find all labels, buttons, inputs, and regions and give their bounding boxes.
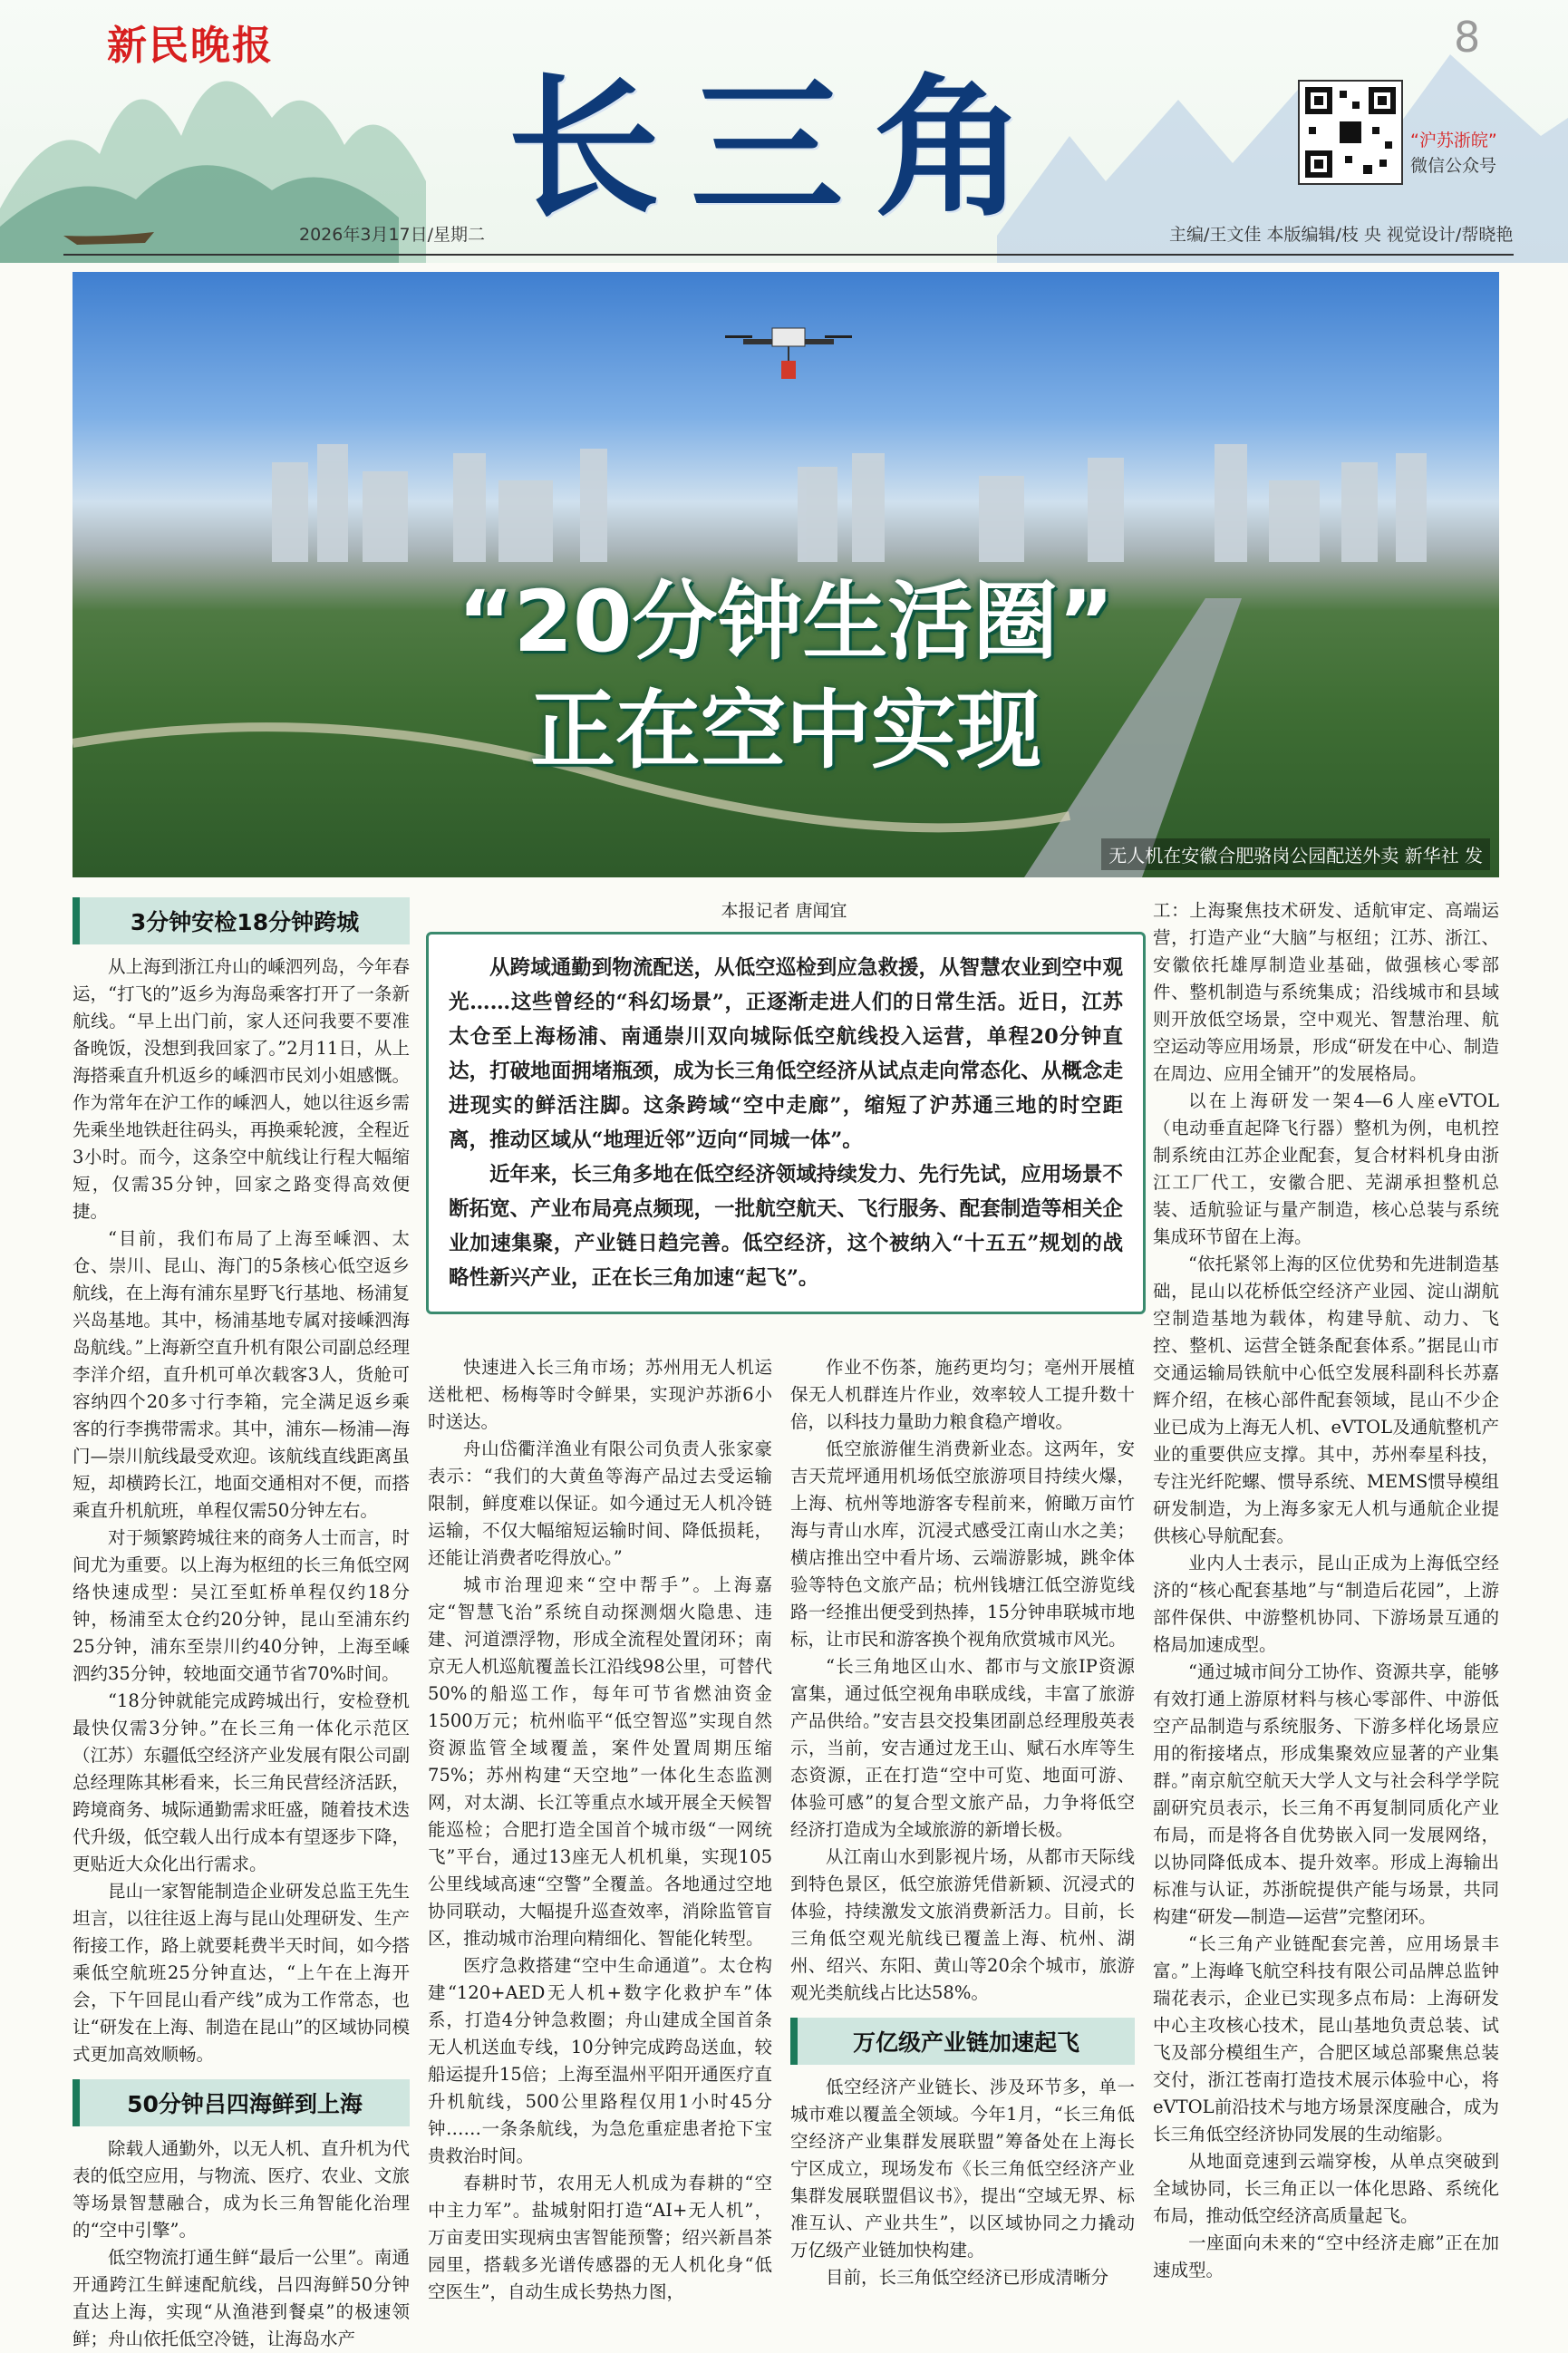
paragraph: 对于频繁跨城往来的商务人士而言，时间尤为重要。以上海为枢纽的长三角低空网络快速成型：吴江至虹桥单程仅约18分钟，杨浦至太仓约20分钟，昆山至浦东约25分钟，浦东至崇川约40分钟，上海至嵊泗约35分钟，较地面交通节省70%时间。 — [73, 1527, 410, 1684]
subheading-2: 50分钟吕四海鲜到上海 — [73, 2079, 410, 2126]
masthead — [0, 0, 1568, 263]
issue-date: 2026年3月17日/星期二 — [299, 225, 486, 245]
paragraph: “18分钟就能完成跨城出行，安检登机最快仅需3分钟。”在长三角一体化示范区（江苏）东疆低空经济产业发展有限公司副总经理陈其彬看来，长三角民营经济活跃，跨境商务、城际通勤需求旺盛，随着技术迭代升级，低空载人出行成本有望逐步下降，更贴近大众化出行需求。 — [73, 1690, 410, 1874]
paragraph: 低空经济产业链长、涉及环节多，单一城市难以覆盖全领域。今年1月，“长三角低空经济产业集群发展联盟”筹备处在上海长宁区成立，现场发布《长三角低空经济产业集群发展联盟倡议书》，提出“空域无界、标准互认、产业共生”，以区域协同之力撬动万亿级产业链加快构建。 — [790, 2077, 1135, 2261]
photo-caption: 无人机在安徽合肥骆岗公园配送外卖 新华社 发 — [1101, 838, 1490, 870]
paragraph: 一座面向未来的“空中经济走廊”正在加速成型。 — [1153, 2232, 1499, 2280]
qr-code-pattern — [1300, 82, 1401, 183]
qr-code-icon — [1298, 80, 1403, 185]
paragraph: 工：上海聚焦技术研发、适航审定、高端运营，打造产业“大脑”与枢纽；江苏、浙江、安徽依托雄厚制造业基础，做强核心零部件、整机制造与系统集成；沿线城市和县域则开放低空场景，空中观光、智慧治理、航空运动等应用场景，形成“研发在中心、制造在周边、应用全铺开”的发展格局。 — [1153, 900, 1499, 1084]
article-column-2 — [428, 1354, 772, 2306]
paragraph: “目前，我们布局了上海至嵊泗、太仓、崇川、昆山、海门的5条核心低空返乡航线，在上海有浦东星野飞行基地、杨浦复兴岛基地。其中，杨浦基地专属对接嵊泗海岛航线。”上海新空直升机有限公司副总经理李洋介绍，直升机可单次载客3人，货舱可容纳四个20多寸行李箱，完全满足返乡乘客的行李携带需求。其中，浦东—杨浦—海门—崇川航线最受欢迎。该航线直线距离虽短，却横跨长江，地面交通相对不便，而搭乘直升机航班，单程仅需50分钟左右。 — [73, 1228, 410, 1521]
paragraph: “长三角地区山水、都市与文旅IP资源富集，通过低空视角串联成线，丰富了旅游产品供给。”安吉县交投集团副总经理殷英表示，当前，安吉通过龙王山、赋石水库等生态资源，正在打造“空中可览、地面可游、体验可感”的复合型文旅产品，力争将低空经济打造成为全域旅游的新增长极。 — [790, 1656, 1135, 1840]
paragraph: 目前，长三角低空经济已形成清晰分 — [826, 2267, 1109, 2288]
paragraph: 医疗急救搭建“空中生命通道”。太仓构建“120+AED无人机+数字化救护车”体系，打造4分钟急救圈；舟山建成全国首条无人机送血专线，10分钟完成跨岛送血，较船运提升15倍；上海至温州平阳开通医疗直升机航线，500公里路程仅用1小时45分钟……一条条航线，为急危重症患者抢下宝贵救治时间。 — [428, 1955, 772, 2166]
paragraph: 从地面竞速到云端穿梭，从单点突破到全域协同，长三角正以一体化思路、系统化布局，推动低空经济高质量起飞。 — [1153, 2151, 1499, 2226]
paragraph: 春耕时节，农用无人机成为春耕的“空中主力军”。盐城射阳打造“AI+无人机”，万亩麦田实现病虫害智能预警；绍兴新昌茶园里，搭载多光谱传感器的无人机化身“低空医生”，自动生成长势热力图， — [428, 2173, 772, 2302]
wechat-account-name: “沪苏浙皖” — [1410, 131, 1497, 150]
byline: 本报记者 唐闻宜 — [721, 901, 847, 921]
paragraph: “通过城市间分工协作、资源共享，能够有效打通上游原材料与核心零部件、中游低空产品制造与系统服务、下游多样化场景应用的衔接堵点，形成集聚效应显著的产业集群。”南京航空航天大学人文与社会科学学院副研究员表示，长三角不再复制同质化产业布局，而是将各自优势嵌入同一发展网络，以协同降低成本、提升效率。形成上海输出标准与认证，苏浙皖提供产能与场景，共同构建“研发—制造—运营”完整闭环。 — [1153, 1661, 1499, 1927]
lede-paragraph: 近年来，长三角多地在低空经济领域持续发力、先行先试，应用场景不断拓宽、产业布局亮点频现，一批航空航天、飞行服务、配套制造等相关企业加速集聚，产业链日趋完善。低空经济，这个被纳入“十五五”规划的战略性新兴产业，正在长三角加速“起飞”。 — [449, 1163, 1123, 1290]
paragraph: 作业不伤茶，施药更均匀；亳州开展植保无人机群连片作业，效率较人工提升数十倍，以科技力量助力粮食稳产增收。 — [790, 1357, 1135, 1432]
drone-icon — [725, 328, 852, 379]
subheading-3: 万亿级产业链加速起飞 — [790, 2018, 1135, 2065]
wechat-account-label: 微信公众号 — [1410, 156, 1497, 176]
paragraph: 从江南山水到影视片场，从都市天际线到特色景区，低空旅游凭借新颖、沉浸式的体验，持续激发文旅消费新活力。目前，长三角低空观光航线已覆盖上海、杭州、湖州、绍兴、东阳、黄山等20余个城市，旅游观光类航线占比达58%。 — [790, 1846, 1135, 2003]
masthead-divider — [63, 254, 1514, 256]
column-1-body-b — [73, 2135, 410, 2353]
paragraph: 除载人通勤外，以无人机、直升机为代表的低空应用，与物流、医疗、农业、文旅等场景智慧融合，成为长三角智能化治理的“空中引擎”。 — [73, 2138, 410, 2241]
article-column-4 — [1153, 897, 1499, 2284]
paragraph: 舟山岱衢洋渔业有限公司负责人张家豪表示：“我们的大黄鱼等海产品过去受运输限制，鲜度难以保证。如今通过无人机冷链运输，不仅大幅缩短运输时间、降低损耗，还能让消费者吃得放心。” — [428, 1438, 772, 1568]
lead-photo — [73, 272, 1499, 877]
paragraph: “长三角产业链配套完善，应用场景丰富。”上海峰飞航空科技有限公司品牌总监钟瑞花表示，企业已实现多点布局：上海研发中心主攻核心技术，昆山基地负责总装、试飞及部分模组生产，合肥区域总部聚焦总装交付，浙江苍南打造技术展示体验中心，将eVTOL前沿技术与地方场景深度融合，成为长三角低空经济协同发展的生动缩影。 — [1153, 1933, 1499, 2145]
lede-paragraph: 从跨域通勤到物流配送，从低空巡检到应急救援，从智慧农业到空中观光……这些曾经的“科幻场景”，正逐渐走进人们的日常生活。近日，江苏太仓至上海杨浦、南通崇川双向城际低空航线投入运营，单程20分钟直达，打破地面拥堵瓶颈，成为长三角低空经济从试点走向常态化、从概念走进现实的鲜活注脚。这条跨域“空中走廊”，缩短了沪苏通三地的时空距离，推动区域从“地理近邻”迈向“同城一体”。 — [449, 956, 1123, 1152]
lede-box — [426, 932, 1146, 1314]
paragraph: 以在上海研发一架4—6人座eVTOL（电动垂直起降飞行器）整机为例，电机控制系统由江苏企业配套，复合材料机身由浙江工厂代工，安徽合肥、芜湖承担整机总装、适航验证与量产制造，核心总装与系统集成环节留在上海。 — [1153, 1090, 1499, 1247]
headline-line-2: 正在空中实现 — [529, 682, 1041, 780]
headline-line-1: “20分钟生活圈” — [457, 573, 1115, 672]
paragraph: 低空物流打通生鲜“最后一公里”。南通开通跨江生鲜速配航线，吕四海鲜50分钟直达上海，实现“从渔港到餐桌”的极速领鲜；舟山依托低空冷链，让海岛水产 — [73, 2247, 410, 2349]
newspaper-logo: 新民晚报 — [107, 23, 274, 69]
paragraph: 城市治理迎来“空中帮手”。上海嘉定“智慧飞治”系统自动探测烟火隐患、违建、河道漂浮物，形成全流程处置闭环；南京无人机巡航覆盖长江沿线98公里，可替代50%的船巡工作，每年可节省燃油资金1500万元；杭州临平“低空智巡”实现自然资源监管全域覆盖，案件处置周期压缩75%；苏州构建“天空地”一体化生态监测网，对太湖、长江等重点水域开展全天候智能巡检；合肥打造全国首个城市级“一网统飞”平台，通过13座无人机机巢，实现105公里线域高速“空警”全覆盖。各地通过空地协同联动，大幅提升巡查效率，消除监管盲区，推动城市治理向精细化、智能化转型。 — [428, 1574, 772, 1949]
paragraph: 昆山一家智能制造企业研发总监王先生坦言，以往往返上海与昆山处理研发、生产衔接工作，路上就要耗费半天时间，如今搭乘低空航班25分钟直达，“上午在上海开会，下午回昆山看产线”成为工作常态，也让“研发在上海、制造在昆山”的区域协同模式更加高效顺畅。 — [73, 1881, 410, 2065]
paragraph: 低空旅游催生消费新业态。这两年，安吉天荒坪通用机场低空旅游项目持续火爆，上海、杭州等地游客专程前来，俯瞰万亩竹海与青山水库，沉浸式感受江南山水之美；横店推出空中看片场、云端游影城，跳伞体验等特色文旅产品；杭州钱塘江低空游览线路一经推出便受到热捧，15分钟串联城市地标，让市民和游客换个视角欣赏城市风光。 — [790, 1438, 1135, 1650]
paragraph: “依托紧邻上海的区位优势和先进制造基础，昆山以花桥低空经济产业园、淀山湖航空制造基地为载体，构建导航、动力、飞控、整机、运营全链条配套体系。”据昆山市交通运输局铁航中心低空发展科副科长苏嘉辉介绍，在核心部件配套领域，昆山不少企业已成为上海无人机、eVTOL及通航整机产业的重要供应支撑。其中，苏州奉星科技，专注光纤陀螺、惯导系统、MEMS惯导模组研发制造，为上海多家无人机与通航企业提供核心导航配套。 — [1153, 1254, 1499, 1546]
column-1-body — [73, 954, 410, 2068]
article-column-1 — [73, 897, 410, 2353]
column-3-body-b — [790, 2074, 1135, 2291]
section-title: 长三角 — [508, 58, 1057, 237]
page-number: 8 — [1454, 13, 1481, 62]
subheading-1: 3分钟安检18分钟跨城 — [73, 897, 410, 944]
paragraph: 业内人士表示，昆山正成为上海低空经济的“核心配套基地”与“制造后花园”，上游部件保供、中游整机协同、下游场景互通的格局加速成型。 — [1153, 1553, 1499, 1655]
column-3-body — [790, 1354, 1135, 2007]
paragraph: 从上海到浙江舟山的嵊泗列岛，今年春运，“打飞的”返乡为海岛乘客打开了一条新航线。“早上出门前，家人还问我要不要准备晚饭，没想到我回家了。”2月11日，从上海搭乘直升机返乡的嵊泗市民刘小姐感慨。作为常年在沪工作的嵊泗人，她以往返乡需先乘坐地铁赶往码头，再换乘轮渡，全程近3小时。而今，这条空中航线让行程大幅缩短，仅需35分钟，回家之路变得高效便捷。 — [73, 956, 410, 1222]
paragraph: 快速进入长三角市场；苏州用无人机运送枇杷、杨梅等时令鲜果，实现沪苏浙6小时送达。 — [428, 1357, 772, 1432]
article-column-3 — [790, 1354, 1135, 2291]
editor-credits: 主编/王文佳 本版编辑/枝 央 视觉设计/帮晓艳 — [1169, 225, 1514, 245]
